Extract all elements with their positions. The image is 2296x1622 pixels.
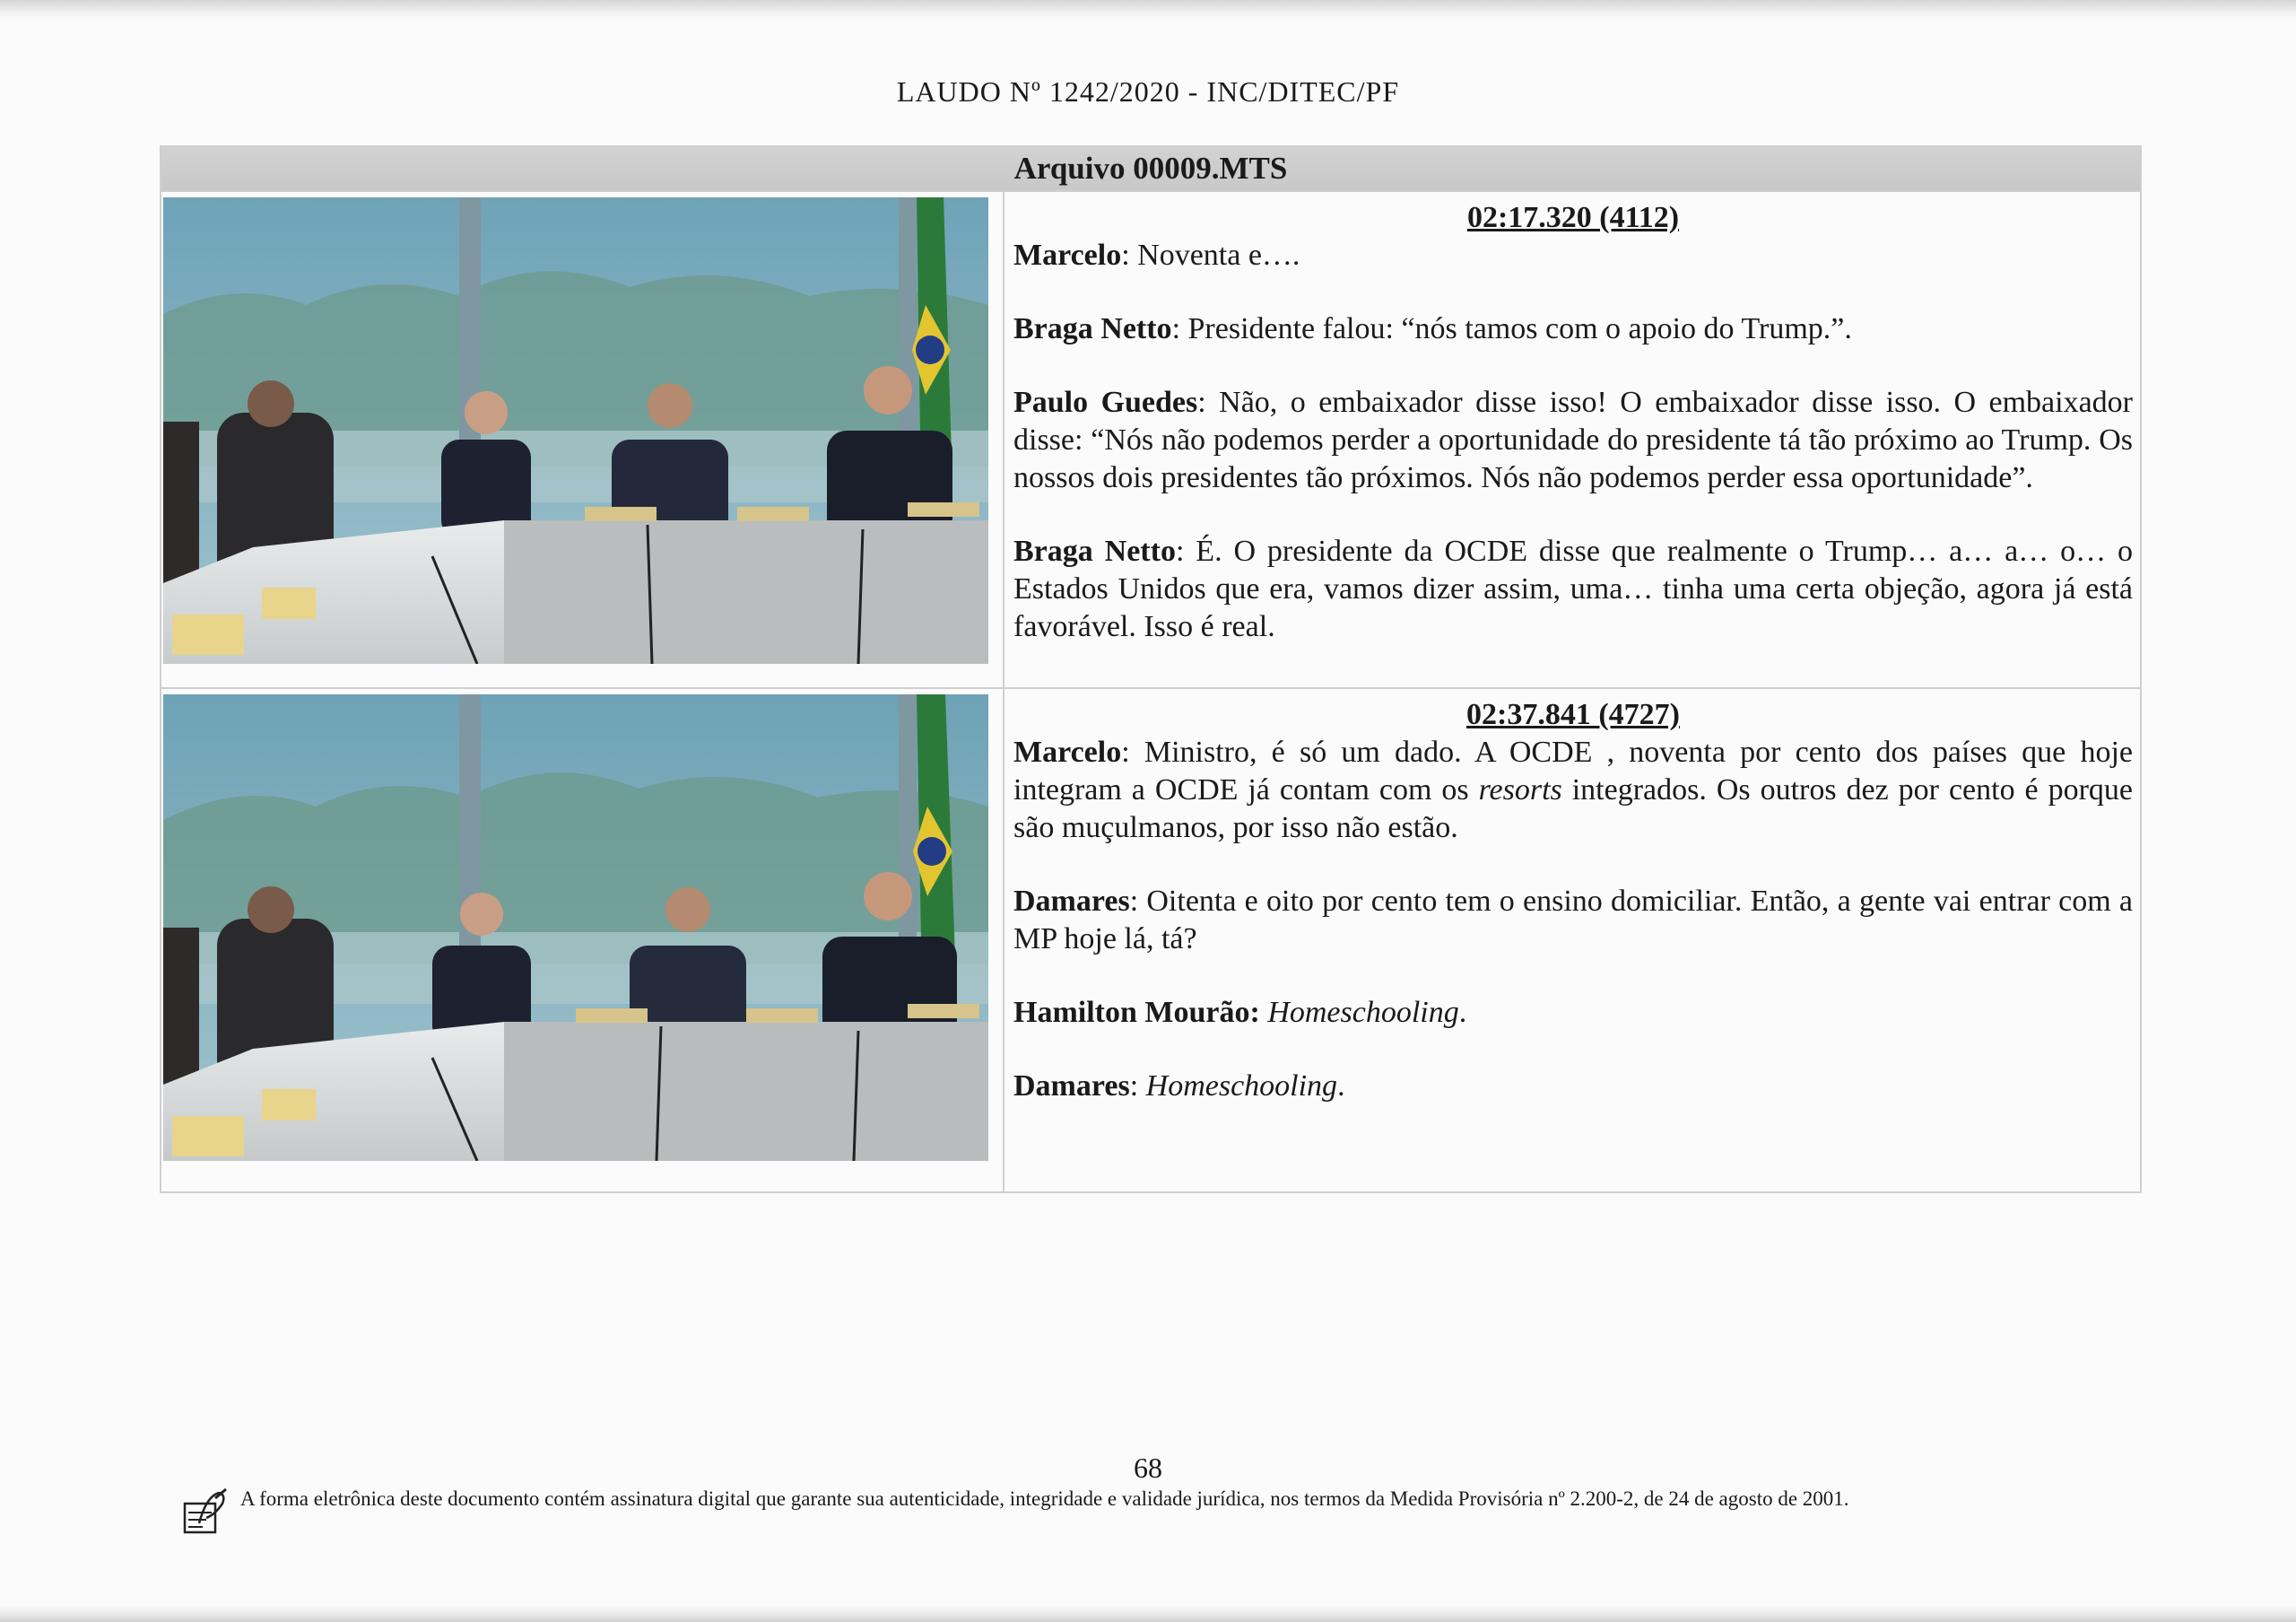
dialogue-line: Damares: Oitenta e oito por cento tem o ensino domiciliar. Então, a gente vai entrar com a MP hoje lá, tá? <box>1013 885 2133 955</box>
emphasis-text: Homeschooling <box>1145 1069 1338 1103</box>
file-header-row <box>161 146 2141 191</box>
speech-text: É. O presidente da OCDE disse que realmente o Trump… a… a… o… o Estados Unidos que era, vamos dizer assim, uma… tinha uma certa objeção, agora já está favorável. Isso é real. <box>1013 535 2134 643</box>
transcript-text-cell <box>1004 191 2141 688</box>
speech-text: Presidente falou: “nós tamos com o apoio do Trump.”. <box>1187 312 1852 345</box>
speaker-name: Braga Netto <box>1013 535 1176 568</box>
scan-edge-top <box>0 0 2296 22</box>
emphasis-text: resorts <box>1478 773 1562 807</box>
page-number: 68 <box>1134 1452 1162 1484</box>
transcript-row <box>161 688 2141 1192</box>
video-frame-cell <box>161 688 1004 1192</box>
dialogue-line: Paulo Guedes: Não, o embaixador disse isso! O embaixador disse isso. O embaixador disse: “Nós não podemos perder a oportunidade do presidente tá tão próximo ao Trump. Os nossos dois presidentes tão próximos. Nós não podemos perder essa oportunidade”. <box>1013 386 2133 494</box>
footer-notice <box>179 1486 2117 1513</box>
speaker-name: Marcelo <box>1013 736 1122 769</box>
timestamp: 02:37.841 (4727) <box>1466 698 1680 731</box>
dialogue-line: Marcelo: Noventa e…. <box>1013 239 1300 272</box>
transcript-table <box>160 145 2142 1193</box>
file-title: Arquivo 00009.MTS <box>161 146 2141 191</box>
dialogue-line: Marcelo: Ministro, é só um dado. A OCDE , noventa por cento dos países que hoje integram a OCDE já contam com os resorts integrados. Os outros dez por cento é porque são muçulmanos, por isso não estão. <box>1013 736 2133 844</box>
speaker-name: Damares <box>1013 1069 1130 1103</box>
digital-signature-icon <box>179 1487 230 1538</box>
scan-edge-bottom <box>0 1606 2296 1622</box>
transcript-row <box>161 191 2141 688</box>
document-header: LAUDO Nº 1242/2020 - INC/DITEC/PF <box>896 75 1400 108</box>
speech-text: Não, o embaixador disse isso! O embaixador disse isso. O embaixador disse: “Nós não podemos perder a oportunidade do presidente tá tão próximo ao Trump. Os nossos dois presidentes tão próximos. Nós não podemos perder essa oportunidade”. <box>1013 386 2133 494</box>
video-frame-image <box>163 694 988 1161</box>
transcript-text-cell <box>1004 688 2141 1192</box>
speaker-name: Braga Netto <box>1013 312 1172 345</box>
dialogue-line: Braga Netto: Presidente falou: “nós tamos com o apoio do Trump.”. <box>1013 312 1852 345</box>
speaker-name: Paulo Guedes <box>1013 386 1198 419</box>
speaker-name: Marcelo <box>1013 239 1122 272</box>
video-frame-image <box>163 197 988 664</box>
speech-text: Noventa e…. <box>1137 239 1300 272</box>
emphasis-text: Homeschooling <box>1267 996 1459 1029</box>
dialogue-line: Hamilton Mourão: Homeschooling. <box>1013 996 1467 1029</box>
dialogue-line: Damares: Homeschooling. <box>1013 1069 1345 1103</box>
speaker-name: Damares <box>1013 885 1130 918</box>
speaker-name: Hamilton Mourão: <box>1013 996 1260 1029</box>
dialogue-line: Braga Netto: É. O presidente da OCDE disse que realmente o Trump… a… a… o… o Estados Unidos que era, vamos dizer assim, uma… tinha uma certa objeção, agora já está favorável. Isso é real. <box>1013 535 2134 643</box>
footer-text: A forma eletrônica deste documento contém assinatura digital que garante sua autenticidade, integridade e validade jurídica, nos termos da Medida Provisória nº 2.200-2, de 24 de agosto de 2001. <box>240 1487 1849 1510</box>
speech-text: Ministro, é só um dado. A OCDE , noventa por cento dos países que hoje integram a OCDE já contam com os <box>1013 736 2133 807</box>
speech-text: Oitenta e oito por cento tem o ensino domiciliar. Então, a gente vai entrar com a MP hoje lá, tá? <box>1013 885 2133 955</box>
video-frame-cell <box>161 191 1004 688</box>
timestamp: 02:17.320 (4112) <box>1466 201 1680 234</box>
